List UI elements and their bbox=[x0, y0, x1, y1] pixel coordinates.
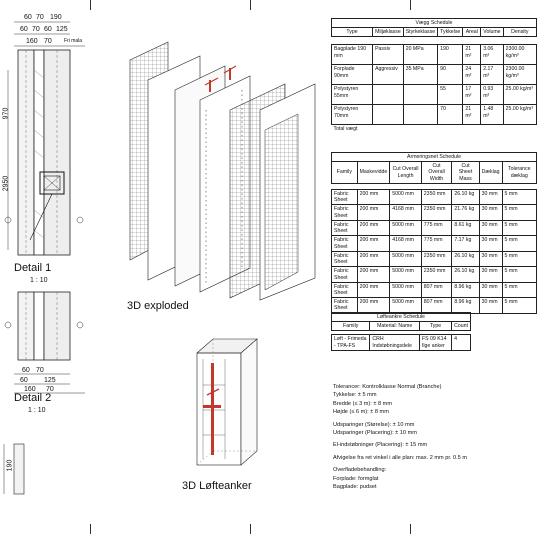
table-cell: CRH Indstøbningsdele bbox=[370, 335, 420, 350]
column-header: Volume bbox=[481, 28, 503, 37]
table-cell: 17 m² bbox=[463, 85, 481, 105]
note-line: Tolerancer: Kontrolklasse Normal (Branche) bbox=[333, 384, 442, 390]
table-cell: 2350 mm bbox=[421, 251, 452, 266]
column-header: Tykkelse bbox=[438, 28, 463, 37]
table-cell: 5000 mm bbox=[390, 282, 422, 297]
table-cell: 200 mm bbox=[357, 205, 390, 220]
table-cell: 2350 mm bbox=[421, 267, 452, 282]
detail1-scale: 1 : 10 bbox=[30, 277, 48, 284]
table-cell: 26.10 kg bbox=[452, 189, 479, 204]
column-header: Cut Overall Length bbox=[390, 162, 422, 184]
detail2-drawing bbox=[0, 290, 95, 365]
anchor-svg bbox=[185, 335, 265, 470]
table-cell: Aggressiv bbox=[373, 65, 404, 85]
sheet-tick bbox=[90, 0, 91, 10]
table-cell: Polystyren 70mm bbox=[332, 105, 373, 125]
dim-label: 970 bbox=[2, 107, 10, 120]
table-cell bbox=[373, 85, 404, 105]
dim-label: 190 bbox=[6, 459, 14, 472]
table-cell: 200 mm bbox=[357, 220, 390, 235]
table-cell: 200 mm bbox=[357, 298, 390, 313]
table-row bbox=[332, 105, 537, 125]
table-cell: 5 mm bbox=[502, 282, 536, 297]
table-cell bbox=[373, 105, 404, 125]
table-cell: 90 bbox=[438, 65, 463, 85]
column-header: Family bbox=[332, 322, 370, 331]
wall-schedule-title: Vægg Schedule bbox=[332, 19, 537, 28]
table-cell: 4168 mm bbox=[390, 205, 422, 220]
column-header: Density bbox=[503, 28, 536, 37]
column-header: Family bbox=[332, 162, 358, 184]
detail2-scale: 1 : 10 bbox=[28, 407, 46, 414]
table-cell: 26.10 kg bbox=[452, 251, 479, 266]
anchor-title: 3D Løfteanker bbox=[182, 480, 252, 492]
table-cell: 30 mm bbox=[479, 267, 502, 282]
table-row bbox=[332, 282, 537, 297]
table-cell: Fabric Sheet bbox=[332, 205, 358, 220]
note-line: Bagplade: pudset bbox=[333, 483, 377, 490]
table-cell: 55 bbox=[438, 85, 463, 105]
table-cell: 807 mm bbox=[421, 282, 452, 297]
table-cell: Bagplade 190 mm bbox=[332, 45, 373, 65]
table-cell: 30 mm bbox=[479, 236, 502, 251]
table-cell bbox=[403, 105, 437, 125]
dim-label: 190 bbox=[50, 14, 62, 21]
detail1-drawing bbox=[0, 10, 95, 260]
table-cell: 5000 mm bbox=[390, 298, 422, 313]
table-cell: 5 mm bbox=[502, 236, 536, 251]
table-cell: 5 mm bbox=[502, 189, 536, 204]
sheet-tick bbox=[410, 0, 411, 10]
table-cell: Fabric Sheet bbox=[332, 267, 358, 282]
table-cell: 4168 mm bbox=[390, 236, 422, 251]
table-cell: 200 mm bbox=[357, 282, 390, 297]
table-cell: 24 m² bbox=[463, 65, 481, 85]
table-row bbox=[332, 298, 537, 313]
dim-label: 2950 bbox=[2, 175, 10, 192]
column-header: Type bbox=[332, 28, 373, 37]
table-cell: 5 mm bbox=[502, 251, 536, 266]
dim-label: 60 bbox=[20, 377, 28, 384]
note-line: Udsparinger (Størelse): ± 10 mm bbox=[333, 421, 415, 428]
note-line: Bredde (≤ 3 m): ± 8 mm bbox=[333, 400, 392, 407]
sheet-tick bbox=[250, 0, 251, 10]
table-row bbox=[332, 220, 537, 235]
column-header: Styrkeklasse bbox=[403, 28, 437, 37]
note-line: Udsparinger (Placering): ± 10 mm bbox=[333, 429, 417, 436]
table-cell: 2300.00 kg/m³ bbox=[503, 65, 536, 85]
table-row bbox=[332, 267, 537, 282]
dim-label: 70 bbox=[32, 26, 40, 33]
note-line: Overfladebehandling: bbox=[333, 467, 387, 474]
table-cell: 2.17 m³ bbox=[481, 65, 503, 85]
table-cell: 4 bbox=[452, 335, 471, 350]
table-cell: 30 mm bbox=[479, 298, 502, 313]
table-cell: 5 mm bbox=[502, 298, 536, 313]
table-cell: Fabric Sheet bbox=[332, 236, 358, 251]
table-cell: 7.17 kg bbox=[452, 236, 479, 251]
exploded-view bbox=[120, 40, 325, 300]
table-cell: 25.00 kg/m³ bbox=[503, 85, 536, 105]
table-cell: 5000 mm bbox=[390, 220, 422, 235]
table-cell: Fabric Sheet bbox=[332, 220, 358, 235]
column-header: Tolerance dæklag bbox=[502, 162, 536, 184]
wall-schedule-total: Total vægt bbox=[333, 126, 358, 133]
table-cell: 775 mm bbox=[421, 236, 452, 251]
table-cell: 30 mm bbox=[479, 205, 502, 220]
dim-label: 125 bbox=[56, 26, 68, 33]
column-header: Areal bbox=[463, 28, 481, 37]
table-cell: 8.96 kg bbox=[452, 282, 479, 297]
table-cell: 8.61 kg bbox=[452, 220, 479, 235]
table-cell bbox=[403, 85, 437, 105]
detail2-section-svg bbox=[0, 290, 95, 365]
table-cell: 21.76 kg bbox=[452, 205, 479, 220]
table-cell: 35 MPa bbox=[403, 65, 437, 85]
dim-label: 70 bbox=[36, 367, 44, 374]
note-line: Tykkelse: ± 5 mm bbox=[333, 392, 377, 399]
detail3-drawing bbox=[0, 440, 60, 500]
dim-label: 160 bbox=[24, 386, 36, 393]
table-cell: Forplade 90mm bbox=[332, 65, 373, 85]
table-cell: 775 mm bbox=[421, 220, 452, 235]
tolerance-notes bbox=[333, 383, 533, 491]
column-header: Dæklag bbox=[479, 162, 502, 184]
column-header: Type bbox=[419, 322, 451, 331]
table-cell: 30 mm bbox=[479, 189, 502, 204]
table-cell: 200 mm bbox=[357, 267, 390, 282]
table-cell: 2300.00 kg/m³ bbox=[503, 45, 536, 65]
table-row bbox=[332, 205, 537, 220]
table-cell: 3.06 m³ bbox=[481, 45, 503, 65]
table-cell: 200 mm bbox=[357, 189, 390, 204]
sheet-tick bbox=[250, 524, 251, 534]
table-cell: 2350 mm bbox=[421, 189, 452, 204]
table-row bbox=[332, 189, 537, 204]
sheet-tick bbox=[90, 524, 91, 534]
table-cell: 70 bbox=[438, 105, 463, 125]
table-cell: 5 mm bbox=[502, 220, 536, 235]
table-cell: Løft - Frimeda - TPA-FS bbox=[332, 335, 370, 350]
table-cell: 30 mm bbox=[479, 282, 502, 297]
sheet-tick bbox=[410, 524, 411, 534]
table-cell: Fabric Sheet bbox=[332, 282, 358, 297]
column-header: Maskevidde bbox=[357, 162, 390, 184]
table-cell: 5 mm bbox=[502, 205, 536, 220]
table-row bbox=[332, 85, 537, 105]
table-cell: 21 m² bbox=[463, 45, 481, 65]
table-cell: Fabric Sheet bbox=[332, 298, 358, 313]
table-cell: 30 mm bbox=[479, 220, 502, 235]
column-header: Cut Sheet Mass bbox=[452, 162, 479, 184]
dim-label: 70 bbox=[44, 38, 52, 45]
table-cell: Fabric Sheet bbox=[332, 189, 358, 204]
table-cell: 200 mm bbox=[357, 236, 390, 251]
anchor-view bbox=[185, 335, 265, 470]
dim-label: 60 bbox=[22, 367, 30, 374]
table-cell: Fabric Sheet bbox=[332, 251, 358, 266]
table-row bbox=[332, 251, 537, 266]
table-row bbox=[332, 335, 471, 350]
table-cell: Polystyren 55mm bbox=[332, 85, 373, 105]
table-cell: 0.93 m³ bbox=[481, 85, 503, 105]
table-cell: 200 mm bbox=[357, 251, 390, 266]
dim-label: 160 bbox=[26, 38, 38, 45]
dim-label: 70 bbox=[36, 14, 44, 21]
column-header: Miljøklasse bbox=[373, 28, 404, 37]
exploded-title: 3D exploded bbox=[127, 300, 189, 312]
dim-label: 70 bbox=[46, 386, 54, 393]
table-cell: 21 m² bbox=[463, 105, 481, 125]
table-cell: 807 mm bbox=[421, 298, 452, 313]
column-header: Cut Overall Width bbox=[421, 162, 452, 184]
rebar-schedule bbox=[331, 152, 537, 314]
detail1-title: Detail 1 bbox=[14, 262, 52, 274]
rebar-schedule-title: Armeringsnet Schedule bbox=[332, 153, 537, 162]
dim-label: 60 bbox=[20, 26, 28, 33]
table-cell: 5000 mm bbox=[390, 251, 422, 266]
note-line: El-indstøbninger (Placering): ± 15 mm bbox=[333, 442, 428, 449]
table-cell: 30 mm bbox=[479, 251, 502, 266]
anchor-schedule bbox=[331, 312, 471, 351]
column-header: Count bbox=[452, 322, 471, 331]
table-cell: 5000 mm bbox=[390, 267, 422, 282]
note-line: Højde (≤ 6 m): ± 8 mm bbox=[333, 409, 389, 416]
dim-label: 60 bbox=[44, 26, 52, 33]
table-cell: Passiv bbox=[373, 45, 404, 65]
table-row bbox=[332, 65, 537, 85]
table-cell: 190 bbox=[438, 45, 463, 65]
table-row bbox=[332, 45, 537, 65]
table-cell: 5 mm bbox=[502, 267, 536, 282]
table-cell: FS 09 K14 Ilge anker bbox=[419, 335, 451, 350]
anchor-schedule-title: Løfteankre Schedule bbox=[332, 313, 471, 322]
column-header: Material: Name bbox=[370, 322, 420, 331]
table-cell: 25.00 kg/m³ bbox=[503, 105, 536, 125]
exploded-svg bbox=[120, 40, 325, 300]
dim-label: 60 bbox=[24, 14, 32, 21]
note-line: Afvigelse fra ret vinkel i alle plan: max. 2 mm pr. 0.5 m bbox=[333, 454, 467, 461]
table-cell: 20 MPa bbox=[403, 45, 437, 65]
table-cell: 8.96 kg bbox=[452, 298, 479, 313]
dim-label: Fri mala bbox=[64, 38, 83, 44]
detail1-section-svg bbox=[0, 10, 95, 260]
table-row bbox=[332, 236, 537, 251]
table-cell: 2350 mm bbox=[421, 205, 452, 220]
table-cell: 26.10 kg bbox=[452, 267, 479, 282]
wall-schedule bbox=[331, 18, 537, 134]
dim-label: 125 bbox=[44, 377, 56, 384]
table-cell: 5000 mm bbox=[390, 189, 422, 204]
detail2-title: Detail 2 bbox=[14, 392, 52, 404]
table-cell: 1.48 m³ bbox=[481, 105, 503, 125]
note-line: Forplade: formglat bbox=[333, 475, 379, 482]
